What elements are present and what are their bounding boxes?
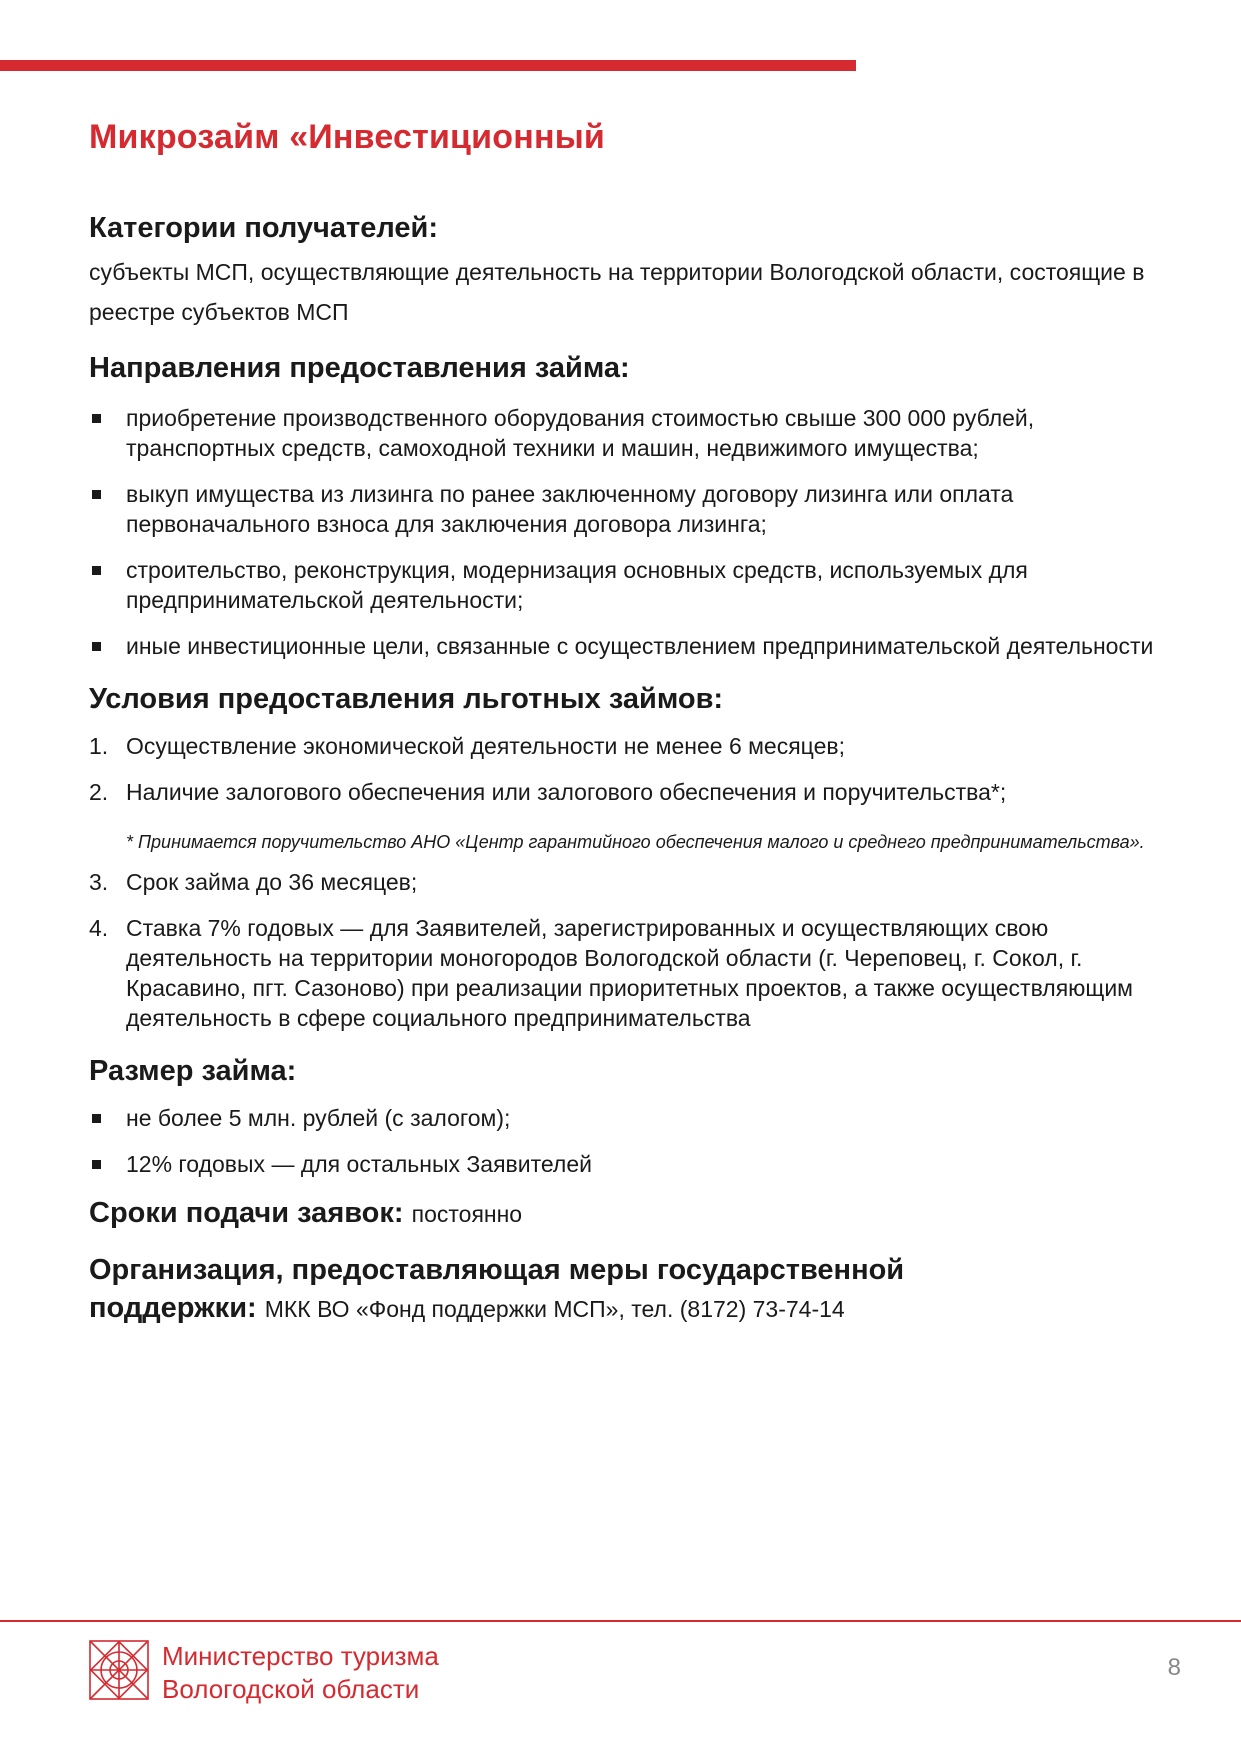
organization-line2	[89, 1289, 1169, 1328]
organization-value: МКК ВО «Фонд поддержки МСП», тел. (8172) 73-74-14	[264, 1296, 845, 1323]
deadlines-row	[89, 1195, 1169, 1231]
conditions-heading: Условия предоставления льготных займов:	[89, 682, 724, 715]
item-text: Срок займа до 36 месяцев;	[126, 868, 418, 895]
main-content	[89, 210, 1169, 1328]
directions-list	[89, 403, 1169, 661]
deadlines-label: Сроки подачи заявок:	[89, 1197, 404, 1229]
ministry-logo-icon	[89, 1640, 149, 1700]
directions-heading: Направления предоставления займа:	[89, 352, 630, 385]
ministry-name-line2: Вологодской области	[162, 1674, 420, 1704]
conditions-list	[89, 731, 1169, 807]
conditions-list-continued	[89, 867, 1169, 1033]
list-item: 12% годовых — для остальных Заявителей	[89, 1149, 1169, 1179]
list-item	[89, 731, 1169, 761]
deadlines-value: постоянно	[411, 1201, 523, 1227]
ministry-name	[162, 1640, 439, 1706]
organization-label-line2: поддержки:	[89, 1292, 257, 1325]
footer-divider	[0, 1620, 1241, 1622]
item-number: 3.	[89, 868, 109, 895]
organization-label-line1: Организация, предоставляющая меры государственной	[89, 1254, 905, 1287]
item-number: 2.	[89, 778, 109, 805]
organization-block	[89, 1251, 1169, 1328]
recipients-text: субъекты МСП, осуществляющие деятельность на территории Вологодской области, состоящие в реестре субъектов МСП	[89, 259, 1145, 326]
top-accent-bar	[0, 60, 856, 71]
list-item: приобретение производственного оборудования стоимостью свыше 300 000 рублей, транспортных средств, самоходной техники и машин, недвижимого имущества;	[89, 403, 1169, 463]
item-text: Ставка 7% годовых — для Заявителей, зарегистрированных и осуществляющих свою деятельность на территории моногородов Вологодской области (г. Череповец, г. Сокол, г. Красавино, пгт. Сазоново) при реализации приоритетных проектов, а также осуществляющим деятельность в сфере социального предпринимательства	[126, 914, 1133, 1031]
list-item	[89, 777, 1169, 807]
page-number: 8	[1167, 1654, 1181, 1681]
ministry-name-line1: Министерство туризма	[162, 1641, 439, 1671]
item-number: 4.	[89, 914, 109, 941]
list-item: выкуп имущества из лизинга по ранее заключенному договору лизинга или оплата первоначального взноса для заключения договора лизинга;	[89, 479, 1169, 539]
list-item	[89, 867, 1169, 897]
footnote: * Принимается поручительство АНО «Центр гарантийного обеспечения малого и среднего предпринимательства».	[126, 831, 1145, 852]
item-text: Осуществление экономической деятельности не менее 6 месяцев;	[126, 732, 845, 759]
item-text: Наличие залогового обеспечения или залогового обеспечения и поручительства*;	[126, 778, 1007, 805]
size-list	[89, 1103, 1169, 1179]
list-item: не более 5 млн. рублей (с залогом);	[89, 1103, 1169, 1133]
list-item	[89, 913, 1169, 1033]
item-number: 1.	[89, 732, 109, 759]
size-heading: Размер займа:	[89, 1054, 297, 1087]
page-title: Микрозайм «Инвестиционный	[89, 118, 606, 156]
list-item: строительство, реконструкция, модернизация основных средств, используемых для предпринимательской деятельности;	[89, 555, 1169, 615]
recipients-heading: Категории получателей:	[89, 212, 438, 244]
list-item: иные инвестиционные цели, связанные с осуществлением предпринимательской деятельности	[89, 631, 1169, 661]
